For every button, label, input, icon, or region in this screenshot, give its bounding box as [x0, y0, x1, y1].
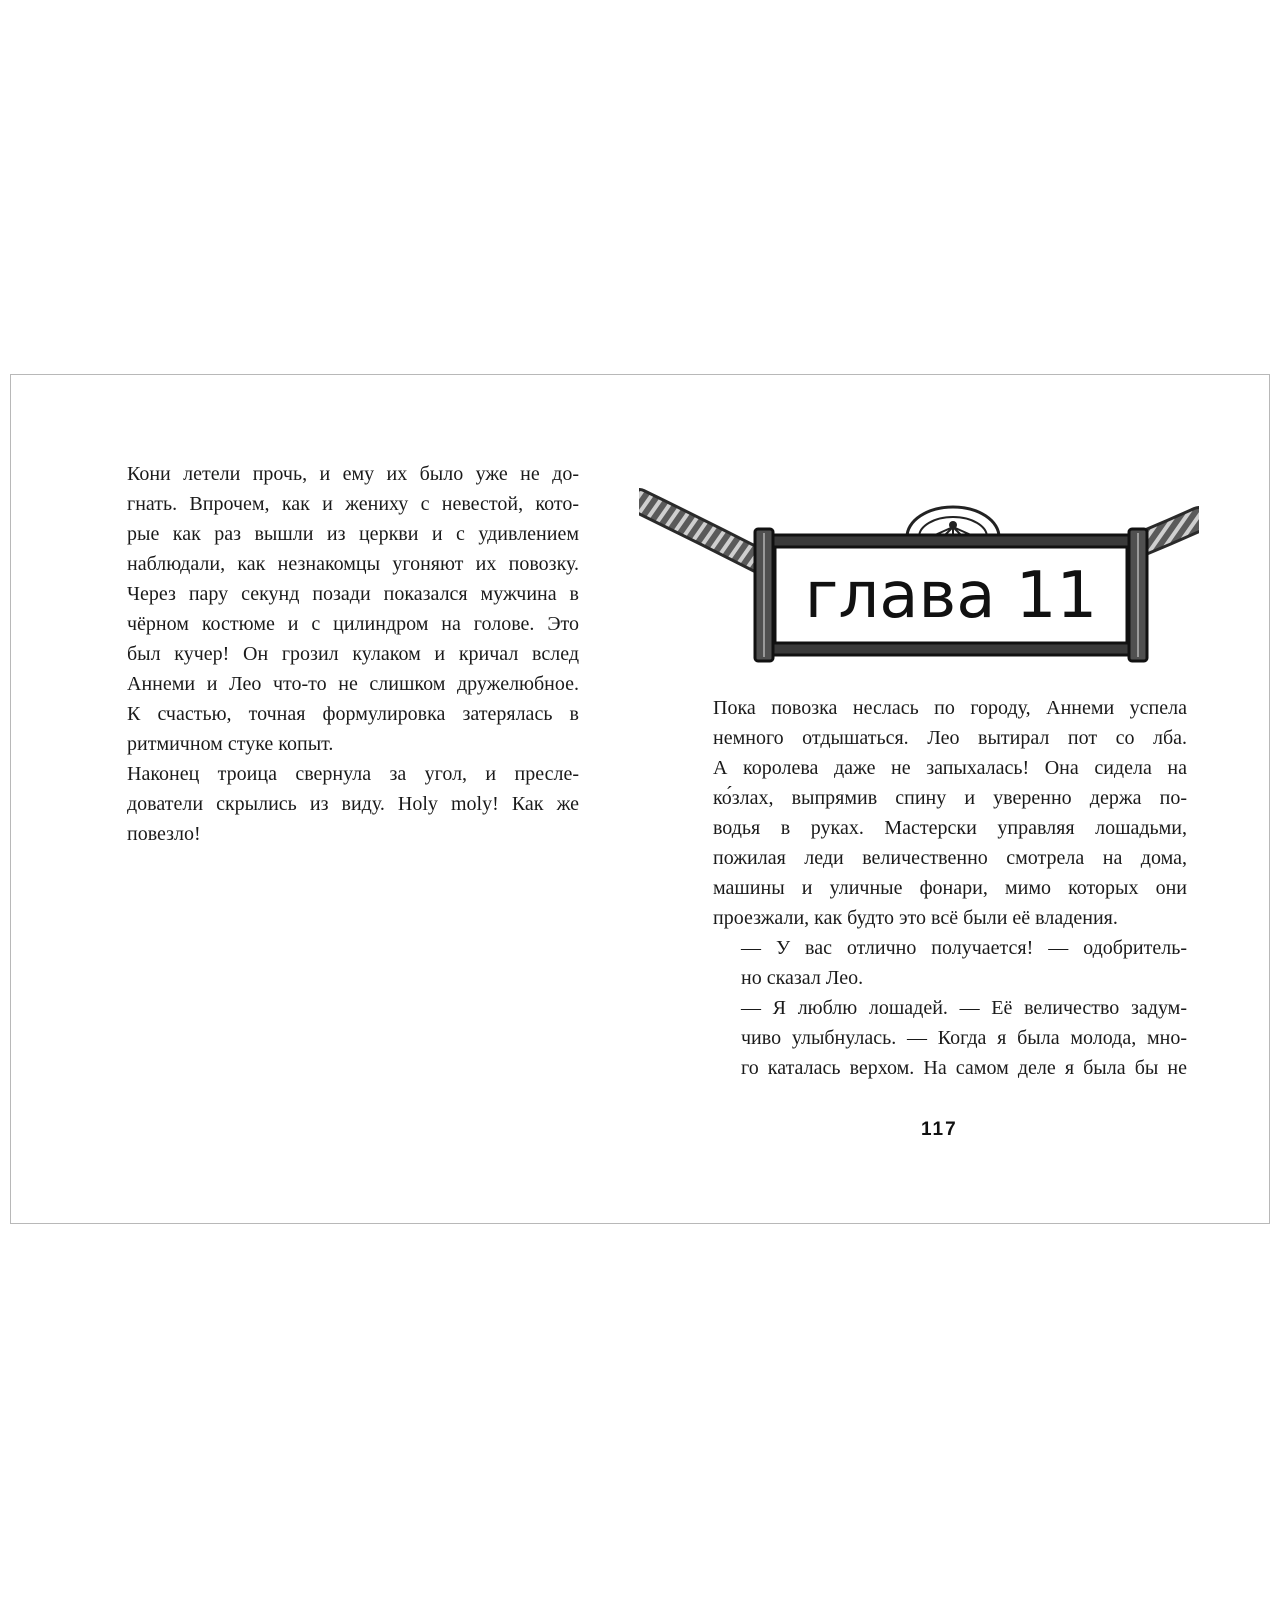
text-line: дователи скрылись из виду. Holy moly! Как же	[127, 793, 579, 815]
paragraph	[99, 759, 579, 849]
text-line: го каталась верхом. На самом деле я была бы не	[741, 1057, 1187, 1079]
text-line: повезло!	[127, 823, 201, 845]
text-line: наблюдали, как незнакомцы угоняют их повозку.	[127, 553, 579, 575]
text-line: — У вас отлично получается! — одобритель-	[741, 937, 1187, 959]
paragraph	[713, 993, 1187, 1083]
right-page-text	[713, 693, 1187, 1083]
text-line: рые как раз вышли из церкви и с удивлением	[127, 523, 579, 545]
text-line: чёрном костюме и с цилиндром на голове. Это	[127, 613, 579, 635]
paragraph	[713, 693, 1187, 933]
chapter-heading-sign-illustration	[639, 475, 1199, 675]
text-line: Кони летели прочь, и ему их было уже не до-	[127, 463, 579, 485]
text-line: машины и уличные фонари, мимо которых они	[713, 877, 1187, 899]
text-line: ритмичном стуке копыт.	[127, 733, 334, 755]
text-line: чиво улыбнулась. — Когда я была молода, мно-	[741, 1027, 1187, 1049]
text-line: А королева даже не запыхалась! Она сидела на	[713, 757, 1187, 779]
text-line: Аннеми и Лео что-то не слишком дружелюбное.	[127, 673, 579, 695]
page-number: 117	[921, 1119, 958, 1140]
text-line: — Я люблю лошадей. — Её величество задум-	[741, 997, 1187, 1019]
text-line: К счастью, точная формулировка затерялась в	[127, 703, 579, 725]
text-line: водья в руках. Мастерски управляя лошадьми,	[713, 817, 1187, 839]
book-spread	[10, 374, 1270, 1224]
text-line: но сказал Лео.	[741, 967, 864, 989]
text-line: Наконец троица свернула за угол, и пресле-	[127, 763, 579, 785]
text-line: ко́злах, выпрямив спину и уверенно держа по-	[713, 787, 1187, 809]
sign-crest-icon	[907, 507, 999, 537]
text-line: Через пару секунд позади показался мужчина в	[127, 583, 579, 605]
chapter-title: глава 11	[804, 559, 1098, 633]
text-line: немного отдышаться. Лео вытирал пот со лба.	[713, 727, 1187, 749]
paragraph	[99, 459, 579, 759]
left-page-text	[99, 459, 579, 849]
text-line: проезжали, как будто это всё были её владения.	[713, 907, 1118, 929]
text-line: пожилая леди величественно смотрела на дома,	[713, 847, 1187, 869]
text-line: Пока повозка неслась по городу, Аннеми успела	[713, 697, 1187, 719]
text-line: гнать. Впрочем, как и жениху с невестой, кото-	[127, 493, 579, 515]
paragraph	[713, 933, 1187, 993]
text-line: был кучер! Он грозил кулаком и кричал вслед	[127, 643, 579, 665]
